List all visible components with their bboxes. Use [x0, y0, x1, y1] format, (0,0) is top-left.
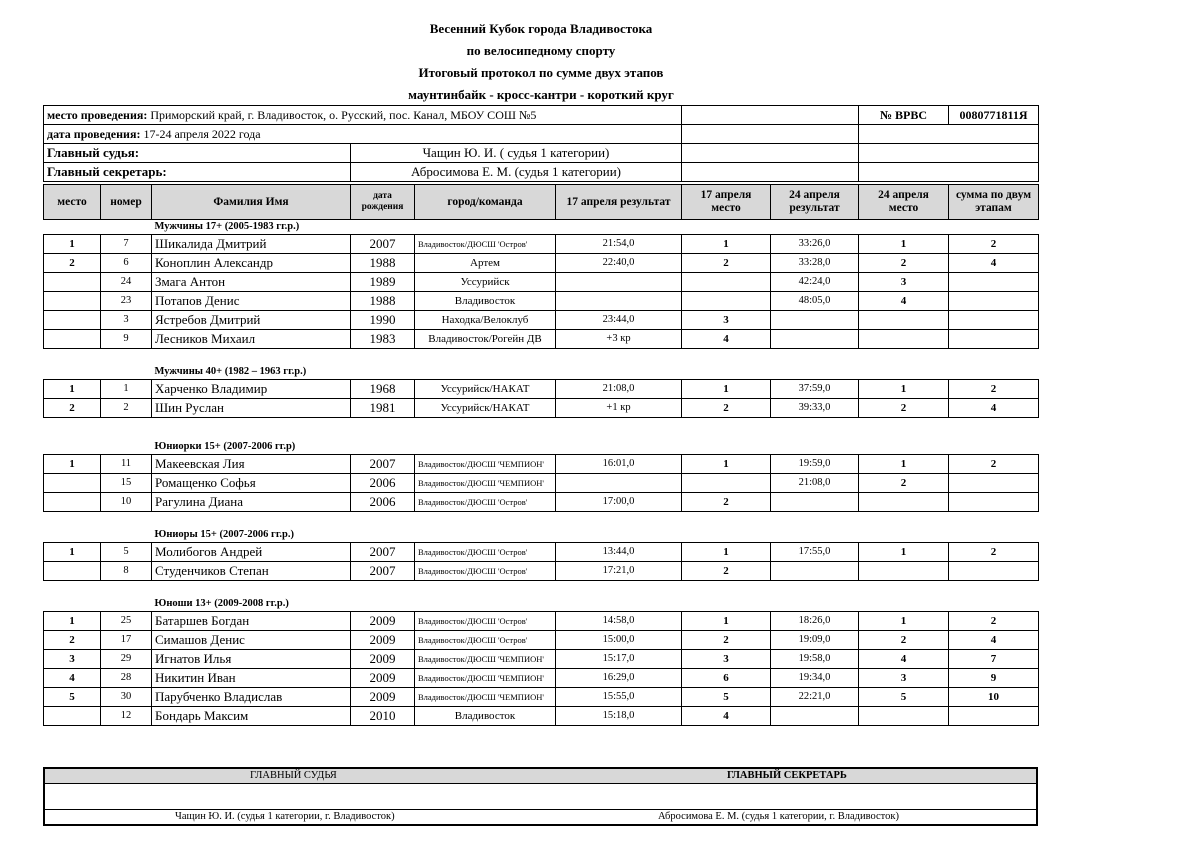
place-2-cell — [859, 707, 949, 726]
place-2-cell: 2 — [859, 399, 949, 418]
birth-year-cell: 1988 — [351, 254, 415, 273]
info-table — [43, 105, 1039, 182]
place-2-cell: 1 — [859, 543, 949, 562]
number-cell: 29 — [101, 650, 152, 669]
place-cell — [44, 330, 101, 349]
info-empty — [682, 106, 859, 125]
birth-year-cell: 2009 — [351, 612, 415, 631]
result-2-cell: 18:26,0 — [771, 612, 859, 631]
result-1-cell: 13:44,0 — [556, 543, 682, 562]
birth-year-cell: 2007 — [351, 543, 415, 562]
table-row — [44, 235, 1039, 254]
result-2-cell: 19:09,0 — [771, 631, 859, 650]
sum-cell — [949, 493, 1039, 512]
table-row — [44, 669, 1039, 688]
number-label: № ВРВС — [859, 106, 949, 125]
place-1-cell: 1 — [682, 380, 771, 399]
result-2-cell: 37:59,0 — [771, 380, 859, 399]
sum-cell: 2 — [949, 235, 1039, 254]
sum-cell: 10 — [949, 688, 1039, 707]
place-cell — [44, 292, 101, 311]
spacer-cell — [44, 581, 1039, 598]
place-cell: 4 — [44, 669, 101, 688]
place-2-cell — [859, 562, 949, 581]
table-row — [44, 650, 1039, 669]
city-cell: Владивосток/ДЮСШ 'ЧЕМПИОН' — [415, 474, 556, 493]
result-1-cell: +1 кр — [556, 399, 682, 418]
city-cell: Владивосток/ДЮСШ 'Остров' — [415, 493, 556, 512]
date-cell — [44, 125, 682, 144]
place-1-cell: 6 — [682, 669, 771, 688]
result-1-cell — [556, 292, 682, 311]
birth-year-cell: 2010 — [351, 707, 415, 726]
place-cell: 1 — [44, 543, 101, 562]
judge-value: Чащин Ю. И. ( судья 1 категории) — [351, 144, 682, 163]
sum-cell — [949, 330, 1039, 349]
birth-year-cell: 1988 — [351, 292, 415, 311]
place-1-cell — [682, 273, 771, 292]
group-header — [44, 365, 1039, 380]
place-1-cell — [682, 474, 771, 493]
result-1-cell: 21:08,0 — [556, 380, 682, 399]
result-2-cell — [771, 562, 859, 581]
sum-cell: 2 — [949, 455, 1039, 474]
sum-cell: 4 — [949, 631, 1039, 650]
place-cell: 1 — [44, 235, 101, 254]
table-row — [44, 493, 1039, 512]
header-sum: сумма по двум этапам — [949, 185, 1039, 220]
place-1-cell: 2 — [682, 254, 771, 273]
group-spacer-cell — [44, 528, 101, 543]
place-1-cell: 4 — [682, 707, 771, 726]
table-row — [44, 380, 1039, 399]
city-cell: Владивосток/ДЮСШ 'ЧЕМПИОН' — [415, 650, 556, 669]
secretary-label: Главный секретарь: — [44, 163, 351, 182]
city-cell: Владивосток — [415, 707, 556, 726]
place-cell: 3 — [44, 650, 101, 669]
place-1-cell: 2 — [682, 562, 771, 581]
info-empty — [859, 163, 1039, 182]
header-place: место — [44, 185, 101, 220]
doc-subtitle: по велосипедному спорту — [466, 43, 616, 58]
result-1-cell: 15:00,0 — [556, 631, 682, 650]
info-empty — [682, 163, 859, 182]
result-1-cell — [556, 474, 682, 493]
table-row — [44, 330, 1039, 349]
signature-block — [43, 767, 1038, 826]
table-row — [44, 273, 1039, 292]
birth-year-cell: 1989 — [351, 273, 415, 292]
sum-cell: 2 — [949, 543, 1039, 562]
table-row — [44, 562, 1039, 581]
secretary-value: Абросимова Е. М. (судья 1 категории) — [351, 163, 682, 182]
result-2-cell: 17:55,0 — [771, 543, 859, 562]
birth-year-cell: 1983 — [351, 330, 415, 349]
city-cell: Уссурийск/НАКАТ — [415, 380, 556, 399]
table-row — [44, 399, 1039, 418]
place-1-cell: 1 — [682, 235, 771, 254]
group-spacer-cell — [44, 440, 101, 455]
city-cell: Владивосток/ДЮСШ 'Остров' — [415, 562, 556, 581]
judge-title: ГЛАВНЫЙ СУДЬЯ — [250, 770, 337, 781]
number-cell: 8 — [101, 562, 152, 581]
group-spacer — [44, 349, 1039, 366]
result-2-cell: 21:08,0 — [771, 474, 859, 493]
place-cell — [44, 707, 101, 726]
birth-year-cell: 2009 — [351, 669, 415, 688]
group-label: Мужчины 17+ (2005-1983 гг.р.) — [154, 221, 300, 232]
place-2-cell: 1 — [859, 455, 949, 474]
place-2-cell: 4 — [859, 650, 949, 669]
place-2-cell: 5 — [859, 688, 949, 707]
name-cell: Молибогов Андрей — [152, 543, 351, 562]
place-2-cell: 2 — [859, 474, 949, 493]
place-1-cell: 2 — [682, 399, 771, 418]
city-cell: Владивосток — [415, 292, 556, 311]
header-number: номер — [101, 185, 152, 220]
venue-value: Приморский край, г. Владивосток, о. Русский, пос. Канал, МБОУ СОШ №5 — [150, 108, 537, 122]
table-row — [44, 707, 1039, 726]
date-label: дата проведения: — [47, 127, 141, 141]
name-cell: Рагулина Диана — [152, 493, 351, 512]
result-2-cell: 22:21,0 — [771, 688, 859, 707]
result-1-cell: 23:44,0 — [556, 311, 682, 330]
place-cell — [44, 474, 101, 493]
result-1-cell: 17:00,0 — [556, 493, 682, 512]
sum-cell — [949, 273, 1039, 292]
table-row — [44, 688, 1039, 707]
sum-cell — [949, 311, 1039, 330]
secretary-signature: Абросимова Е. М. (судья 1 категории, г. Владивосток) — [658, 811, 899, 822]
group-label: Юниоры 15+ (2007-2006 гг.р.) — [154, 529, 294, 540]
spacer-cell — [44, 349, 1039, 366]
place-2-cell: 1 — [859, 612, 949, 631]
group-label: Юноши 13+ (2009-2008 гг.р.) — [154, 598, 289, 609]
group-spacer-cell — [101, 365, 152, 380]
number-cell: 5 — [101, 543, 152, 562]
number-cell: 17 — [101, 631, 152, 650]
birth-year-cell: 2006 — [351, 474, 415, 493]
header-result-2: 24 апреля результат — [771, 185, 859, 220]
birth-year-cell: 1968 — [351, 380, 415, 399]
place-2-cell — [859, 493, 949, 512]
place-cell — [44, 562, 101, 581]
group-spacer — [44, 512, 1039, 529]
sum-cell: 4 — [949, 399, 1039, 418]
group-spacer — [44, 581, 1039, 598]
result-1-cell: 15:18,0 — [556, 707, 682, 726]
number-cell: 11 — [101, 455, 152, 474]
result-1-cell: 16:01,0 — [556, 455, 682, 474]
place-1-cell: 5 — [682, 688, 771, 707]
place-2-cell: 2 — [859, 254, 949, 273]
result-1-cell: +3 кр — [556, 330, 682, 349]
place-1-cell — [682, 292, 771, 311]
place-cell — [44, 273, 101, 292]
group-header — [44, 528, 1039, 543]
city-cell: Артем — [415, 254, 556, 273]
info-empty — [859, 144, 1039, 163]
sum-cell — [949, 707, 1039, 726]
place-2-cell: 2 — [859, 631, 949, 650]
city-cell: Владивосток/ДЮСШ 'Остров' — [415, 543, 556, 562]
result-1-cell: 14:58,0 — [556, 612, 682, 631]
place-2-cell: 3 — [859, 669, 949, 688]
name-cell: Шикалида Дмитрий — [152, 235, 351, 254]
spacer-cell — [44, 418, 1039, 441]
sum-cell: 2 — [949, 612, 1039, 631]
place-2-cell — [859, 311, 949, 330]
place-1-cell: 1 — [682, 455, 771, 474]
place-2-cell: 4 — [859, 292, 949, 311]
group-spacer-cell — [44, 220, 101, 235]
birth-year-cell: 2009 — [351, 688, 415, 707]
place-cell: 2 — [44, 399, 101, 418]
date-value: 17-24 апреля 2022 года — [143, 127, 261, 141]
name-cell: Харченко Владимир — [152, 380, 351, 399]
table-row — [44, 612, 1039, 631]
number-cell: 6 — [101, 254, 152, 273]
signature-header — [45, 769, 1036, 784]
info-empty — [682, 125, 859, 144]
number-cell: 10 — [101, 493, 152, 512]
table-row — [44, 474, 1039, 493]
name-cell: Лесников Михаил — [152, 330, 351, 349]
name-cell: Ромащенко Софья — [152, 474, 351, 493]
sum-cell — [949, 474, 1039, 493]
group-label: Мужчины 40+ (1982 – 1963 гг.р.) — [154, 366, 307, 377]
name-cell: Макеевская Лия — [152, 455, 351, 474]
name-cell: Игнатов Илья — [152, 650, 351, 669]
table-row — [44, 631, 1039, 650]
number-cell: 25 — [101, 612, 152, 631]
name-cell: Батаршев Богдан — [152, 612, 351, 631]
sum-cell — [949, 292, 1039, 311]
city-cell: Уссурийск/НАКАТ — [415, 399, 556, 418]
place-2-cell — [859, 330, 949, 349]
place-2-cell: 1 — [859, 380, 949, 399]
group-spacer-cell — [101, 597, 152, 612]
result-2-cell — [771, 493, 859, 512]
doc-title: Весенний Кубок города Владивостока — [429, 21, 653, 36]
header-city: город/команда — [415, 185, 556, 220]
place-1-cell: 1 — [682, 612, 771, 631]
table-row — [44, 254, 1039, 273]
birth-year-cell: 2006 — [351, 493, 415, 512]
birth-year-cell: 2007 — [351, 562, 415, 581]
secretary-title: ГЛАВНЫЙ СЕКРЕТАРЬ — [727, 770, 847, 781]
result-2-cell — [771, 707, 859, 726]
city-cell: Владивосток/ДЮСШ 'ЧЕМПИОН' — [415, 669, 556, 688]
city-cell: Владивосток/ДЮСШ 'Остров' — [415, 612, 556, 631]
group-spacer-cell — [44, 597, 101, 612]
table-row — [44, 292, 1039, 311]
city-cell: Владивосток/ДЮСШ 'Остров' — [415, 235, 556, 254]
place-1-cell: 1 — [682, 543, 771, 562]
result-2-cell: 19:59,0 — [771, 455, 859, 474]
result-2-cell: 48:05,0 — [771, 292, 859, 311]
header-place-2: 24 апреля место — [859, 185, 949, 220]
name-cell: Никитин Иван — [152, 669, 351, 688]
place-cell: 2 — [44, 631, 101, 650]
result-2-cell: 19:58,0 — [771, 650, 859, 669]
header-birth: дата рождения — [351, 185, 415, 220]
group-header — [44, 597, 1039, 612]
sum-cell — [949, 562, 1039, 581]
table-row — [44, 311, 1039, 330]
number-value: 0080771811Я — [949, 106, 1039, 125]
name-cell: Студенчиков Степан — [152, 562, 351, 581]
place-1-cell: 3 — [682, 311, 771, 330]
discipline-title: маунтинбайк - кросс-кантри - короткий круг — [408, 87, 674, 102]
header-name: Фамилия Имя — [152, 185, 351, 220]
sum-cell: 7 — [949, 650, 1039, 669]
result-2-cell — [771, 330, 859, 349]
place-1-cell: 3 — [682, 650, 771, 669]
number-cell: 12 — [101, 707, 152, 726]
result-2-cell: 39:33,0 — [771, 399, 859, 418]
result-2-cell — [771, 311, 859, 330]
place-cell: 1 — [44, 380, 101, 399]
sum-cell: 2 — [949, 380, 1039, 399]
group-spacer-cell — [101, 220, 152, 235]
name-cell: Симашов Денис — [152, 631, 351, 650]
place-cell — [44, 493, 101, 512]
number-cell: 30 — [101, 688, 152, 707]
name-cell: Парубченко Владислав — [152, 688, 351, 707]
table-header — [44, 185, 1039, 220]
name-cell: Коноплин Александр — [152, 254, 351, 273]
city-cell: Владивосток/ДЮСШ 'ЧЕМПИОН' — [415, 455, 556, 474]
place-cell — [44, 311, 101, 330]
judge-label: Главный судья: — [44, 144, 351, 163]
place-cell: 2 — [44, 254, 101, 273]
city-cell: Находка/Велоклуб — [415, 311, 556, 330]
results-table — [43, 184, 1039, 726]
info-empty — [859, 125, 1039, 144]
number-cell: 24 — [101, 273, 152, 292]
spacer-cell — [44, 512, 1039, 529]
city-cell: Владивосток/ДЮСШ 'Остров' — [415, 631, 556, 650]
city-cell: Владивосток/Рогейн ДВ — [415, 330, 556, 349]
result-2-cell: 33:26,0 — [771, 235, 859, 254]
city-cell: Уссурийск — [415, 273, 556, 292]
place-2-cell: 3 — [859, 273, 949, 292]
place-cell: 1 — [44, 455, 101, 474]
number-cell: 3 — [101, 311, 152, 330]
birth-year-cell: 1981 — [351, 399, 415, 418]
table-row — [44, 543, 1039, 562]
result-1-cell: 17:21,0 — [556, 562, 682, 581]
number-cell: 1 — [101, 380, 152, 399]
number-cell: 15 — [101, 474, 152, 493]
name-cell: Шин Руслан — [152, 399, 351, 418]
birth-year-cell: 2007 — [351, 455, 415, 474]
number-cell: 23 — [101, 292, 152, 311]
result-2-cell: 19:34,0 — [771, 669, 859, 688]
sum-cell: 9 — [949, 669, 1039, 688]
birth-year-cell: 2009 — [351, 631, 415, 650]
number-cell: 28 — [101, 669, 152, 688]
result-1-cell: 22:40,0 — [556, 254, 682, 273]
result-1-cell: 16:29,0 — [556, 669, 682, 688]
name-cell: Ястребов Дмитрий — [152, 311, 351, 330]
result-1-cell: 21:54,0 — [556, 235, 682, 254]
group-header — [44, 220, 1039, 235]
group-spacer — [44, 418, 1039, 441]
result-2-cell: 42:24,0 — [771, 273, 859, 292]
protocol-title: Итоговый протокол по сумме двух этапов — [418, 65, 664, 80]
result-2-cell: 33:28,0 — [771, 254, 859, 273]
group-label: Юниорки 15+ (2007-2006 гг.р) — [154, 441, 296, 452]
place-2-cell: 1 — [859, 235, 949, 254]
name-cell: Потапов Денис — [152, 292, 351, 311]
venue-label: место проведения: — [47, 108, 148, 122]
city-cell: Владивосток/ДЮСШ 'ЧЕМПИОН' — [415, 688, 556, 707]
result-1-cell: 15:17,0 — [556, 650, 682, 669]
group-spacer-cell — [101, 528, 152, 543]
name-cell: Змага Антон — [152, 273, 351, 292]
number-cell: 9 — [101, 330, 152, 349]
name-cell: Бондарь Максим — [152, 707, 351, 726]
result-1-cell: 15:55,0 — [556, 688, 682, 707]
place-1-cell: 4 — [682, 330, 771, 349]
place-1-cell: 2 — [682, 493, 771, 512]
header-place-1: 17 апреля место — [682, 185, 771, 220]
birth-year-cell: 1990 — [351, 311, 415, 330]
group-header — [44, 440, 1039, 455]
info-empty — [682, 144, 859, 163]
sum-cell: 4 — [949, 254, 1039, 273]
number-cell: 7 — [101, 235, 152, 254]
birth-year-cell: 2009 — [351, 650, 415, 669]
result-1-cell — [556, 273, 682, 292]
table-row — [44, 455, 1039, 474]
place-1-cell: 2 — [682, 631, 771, 650]
place-cell: 5 — [44, 688, 101, 707]
number-cell: 2 — [101, 399, 152, 418]
group-spacer-cell — [101, 440, 152, 455]
place-cell: 1 — [44, 612, 101, 631]
header-result-1: 17 апреля результат — [556, 185, 682, 220]
group-spacer-cell — [44, 365, 101, 380]
venue-cell — [44, 106, 682, 125]
birth-year-cell: 2007 — [351, 235, 415, 254]
signature-footer — [45, 809, 1036, 824]
judge-signature: Чащин Ю. И. (судья 1 категории, г. Владивосток) — [175, 811, 395, 822]
